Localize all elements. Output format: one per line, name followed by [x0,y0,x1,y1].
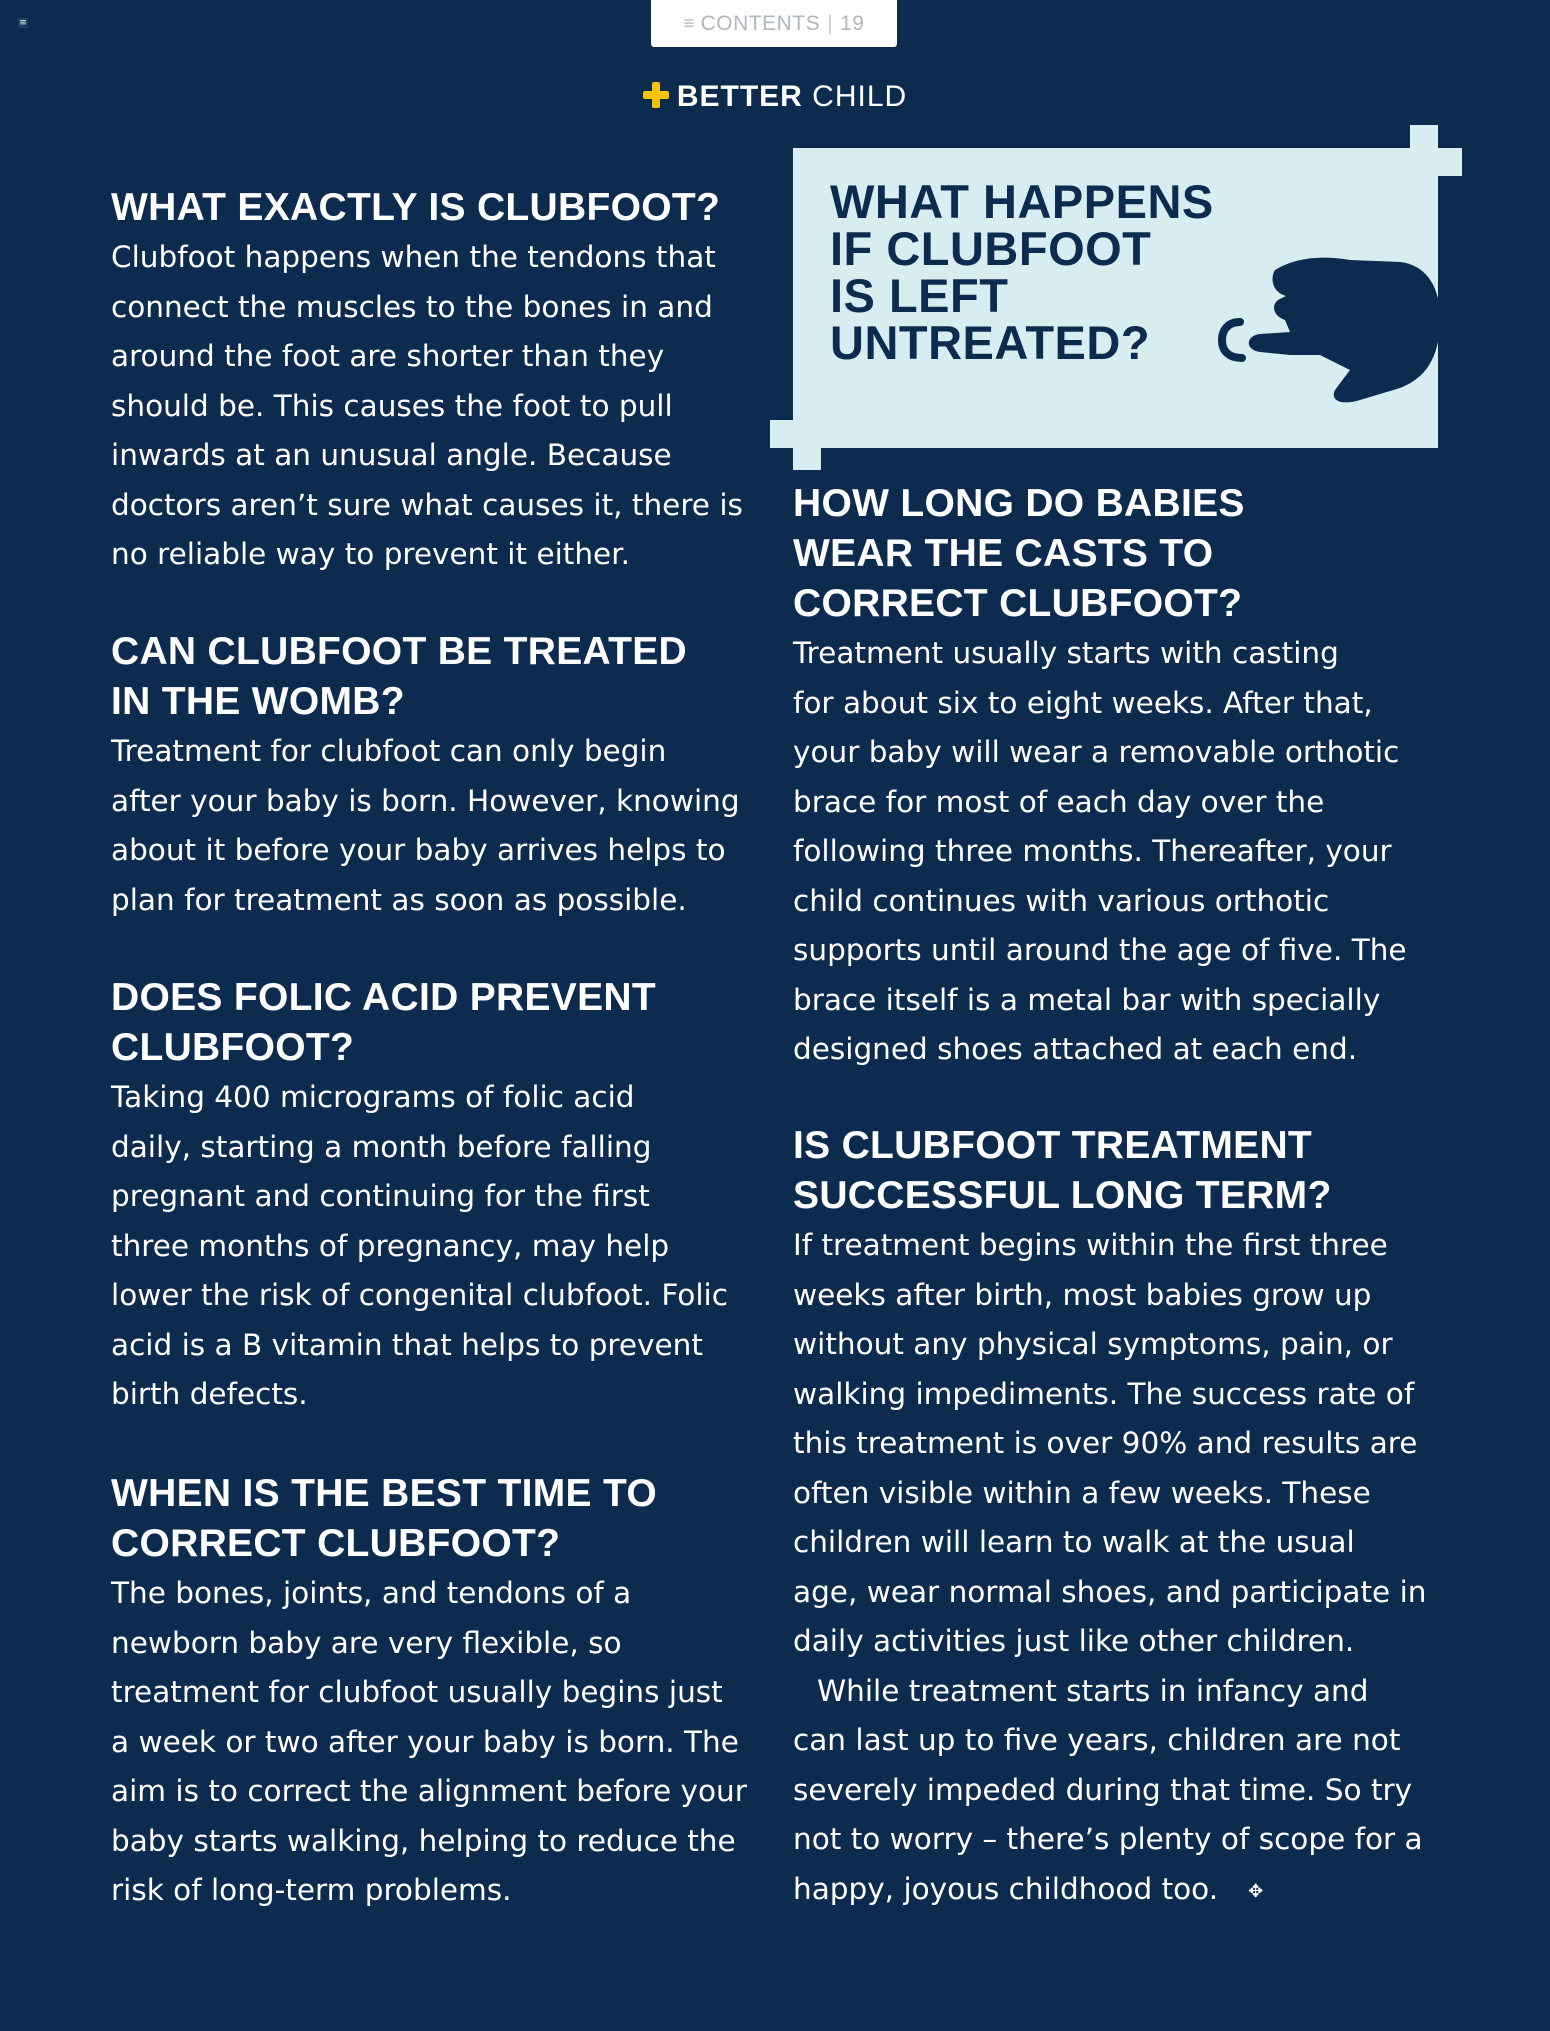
callout-corner-square [770,420,796,448]
answer-text: If treatment begins within the first three weeks after birth, most babies grow up without any physical symptoms, pain, or walking impediments. The success rate of this treatment is over 90% and results are often visible within a few weeks. These children will learn to walk at the usual age, wear normal shoes, and participate in daily activities just like other children. [793,1228,1427,1658]
menu-icon[interactable]: ≡ [19,18,27,28]
qa-block [111,627,740,925]
end-mark-icon: ✥ [1248,1880,1264,1902]
qa-block [111,1469,747,1916]
question-heading: WHAT EXACTLY IS CLUBFOOT? [111,186,721,229]
question-heading: HOW LONG DO BABIES WEAR THE CASTS TO CORRECT CLUBFOOT? [793,482,1245,625]
qa-block [111,183,743,580]
callout-corner-square [793,448,821,470]
contents-button[interactable] [651,0,897,47]
hamburger-icon: ≡ [683,13,695,33]
answer-text: While treatment starts in infancy and can last up to five years, children are not severely impeded during that time. So try not to worry – there’s plenty of scope for a happy, joyous childhood too. ✥ [793,1667,1426,1917]
question-heading: CAN CLUBFOOT BE TREATED IN THE WOMB? [111,630,687,723]
plus-cross-icon [643,82,669,108]
brand-bold: BETTER [676,80,803,113]
callout-line: IF CLUBFOOT [830,222,1152,275]
divider: | [827,11,834,35]
question-heading: WHEN IS THE BEST TIME TO CORRECT CLUBFOOT? [111,1472,658,1565]
callout-corner-square [1410,125,1438,153]
callout-title [830,175,1214,369]
contents-label: CONTENTS [700,11,821,35]
pointing-hand-icon [1200,250,1440,410]
question-heading: IS CLUBFOOT TREATMENT SUCCESSFUL LONG TERM? [793,1124,1332,1217]
section-brand [0,80,1550,114]
qa-block [793,479,1407,1075]
answer-text: The bones, joints, and tendons of a newborn baby are very flexible, so treatment for clubfoot usually begins just a week or two after your baby is born. The aim is to correct the alignment before your baby starts walking, helping to reduce the risk of long-term problems. [111,1576,747,1907]
callout-line: IS LEFT [830,269,1009,322]
answer-text: Clubfoot happens when the tendons that connect the muscles to the bones in and around the foot are shorter than they should be. This causes the foot to pull inwards at an unusual angle. Because doctors aren’t sure what causes it, there is no reliable way to prevent it either. [111,240,743,571]
qa-block [793,1121,1426,1916]
brand-light: CHILD [812,80,908,113]
callout-box [770,125,1480,470]
callout-line: WHAT HAPPENS [830,175,1214,228]
callout-line: UNTREATED? [830,316,1151,369]
answer-text: Treatment for clubfoot can only begin after your baby is born. However, knowing about it before your baby arrives helps to plan for treatment as soon as possible. [111,734,740,917]
question-heading: DOES FOLIC ACID PREVENT CLUBFOOT? [111,976,656,1069]
callout-corner-square [1438,148,1462,176]
qa-block [111,973,728,1420]
answer-text: Treatment usually starts with casting for about six to eight weeks. After that, your baby will wear a removable orthotic brace for most of each day over the following three months. Thereafter, your child continues with various orthotic supports until around the age of five. The brace itself is a metal bar with specially designed shoes attached at each end. [793,636,1407,1066]
page-number: 19 [840,11,865,35]
answer-text: Taking 400 micrograms of folic acid daily, starting a month before falling pregnant and continuing for the first three months of pregnancy, may help lower the risk of congenital clubfoot. Folic acid is a B vitamin that helps to prevent birth defects. [111,1080,728,1411]
